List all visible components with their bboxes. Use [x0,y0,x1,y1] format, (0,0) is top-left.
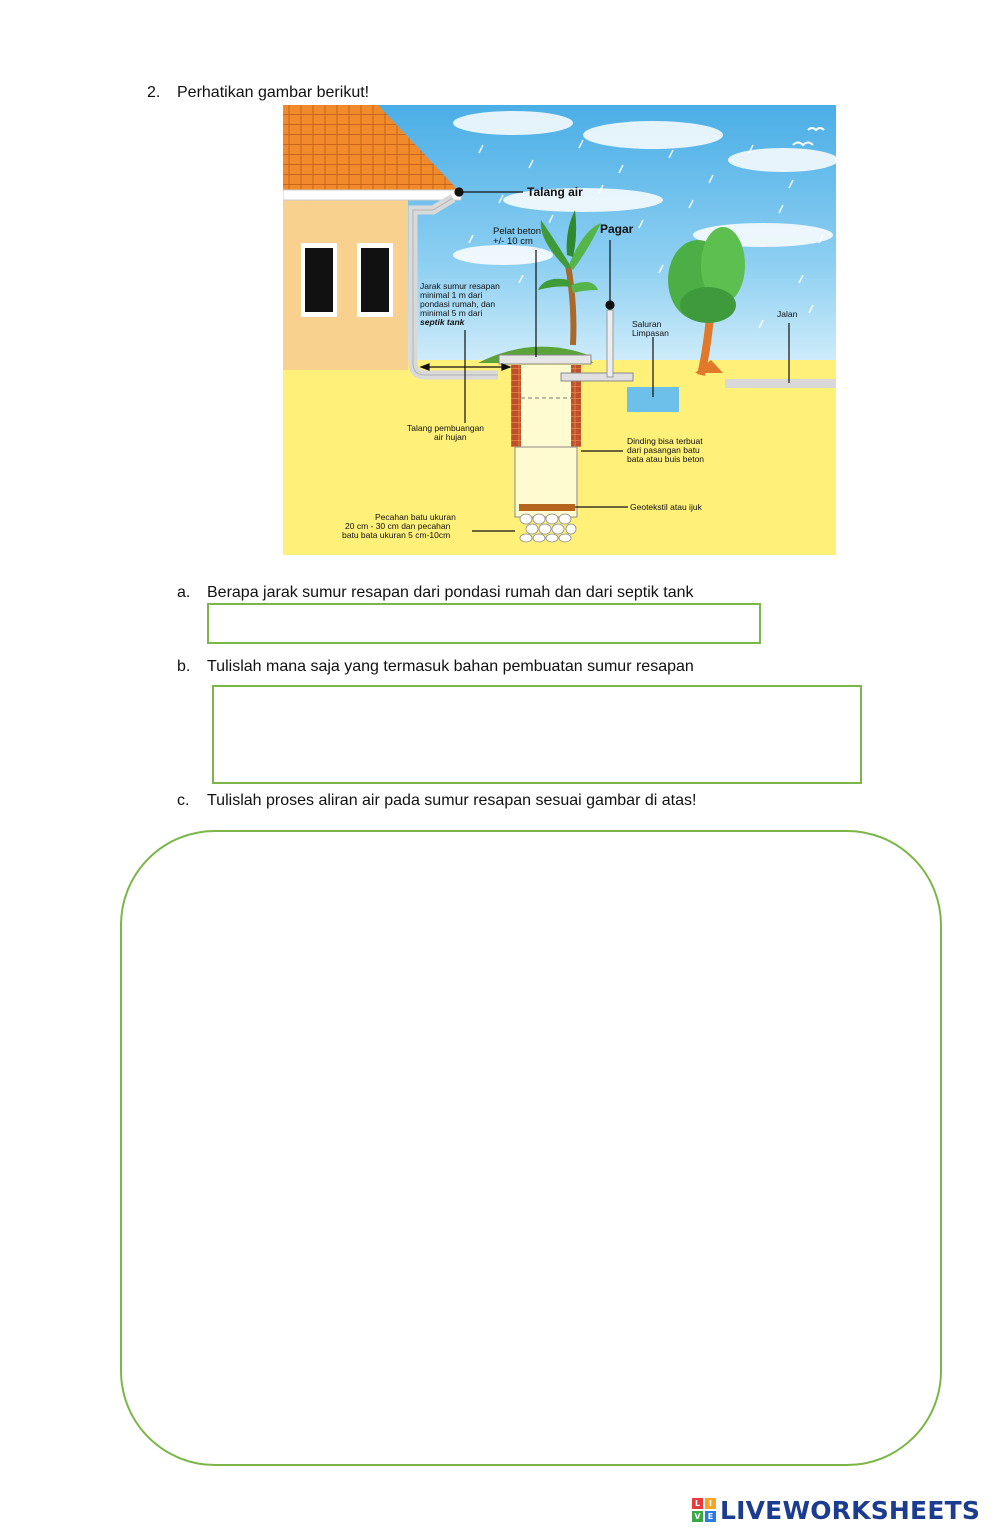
concrete-slab [499,355,591,364]
label-pecahan-1: Pecahan batu ukuran [375,512,456,522]
question-prompt: Perhatikan gambar berikut! [177,84,370,101]
overflow-pipe [561,373,633,381]
label-jarak-5: septik tank [420,317,465,327]
label-pagar: Pagar [600,222,634,236]
well-wall-left [511,365,521,447]
answer-b-field[interactable] [212,685,862,784]
subquestion-a-letter: a. [177,584,191,601]
label-jalan: Jalan [777,309,798,319]
logo-mark: L I V E [692,1498,716,1522]
label-saluran: Saluran [632,319,662,329]
label-pecahan-3: batu bata ukuran 5 cm-10cm [342,530,451,540]
road [723,379,836,388]
label-talang-pembuangan: Talang pembuangan [407,423,485,433]
infiltration-well-illustration [283,105,836,555]
subquestion-b-letter: b. [177,658,191,675]
question-number: 2. [147,84,161,101]
subquestion-a-text: Berapa jarak sumur resapan dari pondasi rumah dan dari septik tank [207,584,694,601]
geotextile [519,504,575,511]
answer-a-field[interactable] [207,603,761,644]
label-geotekstil: Geotekstil atau ijuk [630,502,702,512]
label-jarak-1: Jarak sumur resapan [420,281,500,291]
label-pecahan-2: 20 cm - 30 cm dan pecahan [345,521,451,531]
label-dinding-2: dari pasangan batu [627,445,700,455]
label-jarak-4: minimal 5 m dari [420,308,483,318]
label-talang-air: Talang air [527,185,583,199]
label-pelat-beton: Pelat beton [493,226,542,237]
subquestion-c-letter: c. [177,792,190,809]
fence-post [607,310,613,377]
label-limpasan: Limpasan [632,328,669,338]
label-dinding-1: Dinding bisa terbuat [627,436,703,446]
label-air-hujan: air hujan [434,432,467,442]
label-jarak-2: minimal 1 m dari [420,290,483,300]
brand-name: LIVEWORKSHEETS [720,1495,981,1525]
gravel [520,514,576,542]
subquestion-b-text: Tulislah mana saja yang termasuk bahan pembuatan sumur resapan [207,658,694,675]
label-dinding-3: bata atau buis beton [627,454,705,464]
liveworksheets-logo [692,1495,980,1525]
label-jarak-3: pondasi rumah, dan [420,299,496,309]
label-pelat-beton-size: +/- 10 cm [493,236,533,247]
subquestion-c-text: Tulislah proses aliran air pada sumur resapan sesuai gambar di atas! [207,792,697,809]
answer-c-field[interactable] [120,830,942,1466]
